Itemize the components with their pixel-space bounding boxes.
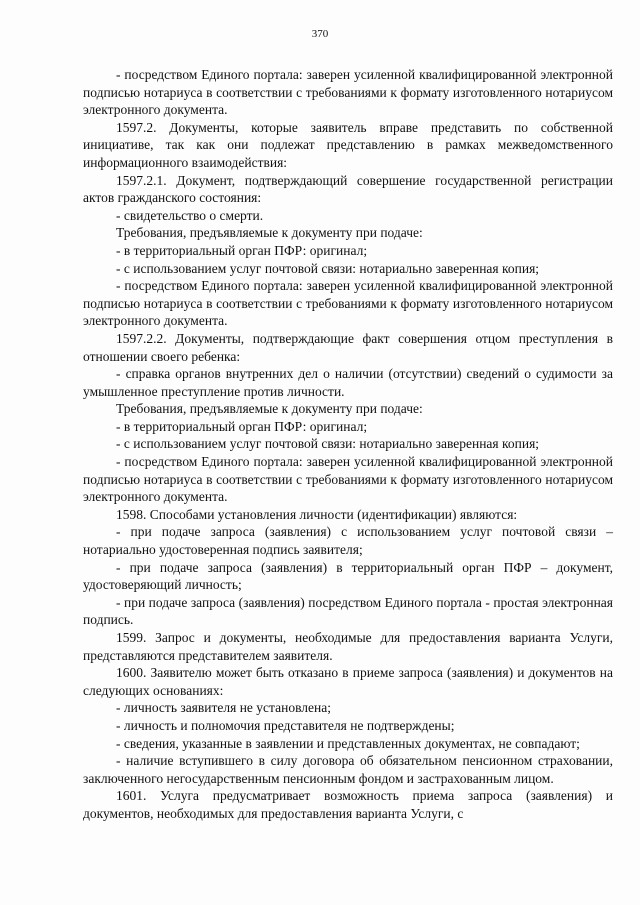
paragraph: - свидетельство о смерти.: [116, 207, 264, 223]
paragraph: - наличие вступившего в силу договора об обязательном пенсионном страховании, заключенного негосударственным пенсионным фондом и застрахованным лицом.: [83, 753, 613, 786]
paragraph: - посредством Единого портала: заверен усиленной квалифицированной электронной подписью нотариуса в соответствии с требованиями к формату изготовленного нотариусом электронного документа.: [83, 67, 613, 118]
paragraph: - при подаче запроса (заявления) посредством Единого портала - простая электронная подпись.: [83, 594, 613, 628]
document-body: [83, 66, 613, 823]
paragraph: - в территориальный орган ПФР: оригинал;: [116, 242, 368, 258]
paragraph: - в территориальный орган ПФР: оригинал;: [116, 418, 368, 434]
paragraph: 1600. Заявителю может быть отказано в приеме запроса (заявления) и документов на следующих основаниях:: [83, 665, 613, 698]
paragraph: - сведения, указанные в заявлении и представленных документах, не совпадают;: [116, 735, 580, 751]
paragraph: Требования, предъявляемые к документу при подаче:: [116, 401, 423, 417]
paragraph: Требования, предъявляемые к документу при подаче:: [116, 225, 423, 241]
paragraph: - посредством Единого портала: заверен усиленной квалифицированной электронной подписью нотариуса в соответствии с требованиями к формату изготовленного нотариусом электронного документа.: [83, 454, 613, 505]
paragraph: 1597.2.1. Документ, подтверждающий совершение государственной регистрации актов гражданского состояния:: [83, 172, 613, 206]
paragraph: 1599. Запрос и документы, необходимые для предоставления варианта Услуги, представляются представителем заявителя.: [83, 630, 613, 663]
page-number: 370: [311, 28, 329, 40]
paragraph: - личность и полномочия представителя не подтверждены;: [116, 717, 455, 733]
paragraph: - посредством Единого портала: заверен усиленной квалифицированной электронной подписью нотариуса в соответствии с требованиями к формату изготовленного нотариусом электронного документа.: [83, 278, 613, 329]
paragraph: - с использованием услуг почтовой связи: нотариально заверенная копия;: [116, 260, 540, 276]
paragraph: - при подаче запроса (заявления) в территориальный орган ПФР – документ, удостоверяющий личность;: [83, 559, 613, 593]
paragraph: 1601. Услуга предусматривает возможность приема запроса (заявления) и документов, необходимых для предоставления варианта Услуги, с: [83, 788, 613, 821]
paragraph: - с использованием услуг почтовой связи: нотариально заверенная копия;: [116, 436, 540, 452]
paragraph: 1597.2. Документы, которые заявитель вправе представить по собственной инициативе, так как они подлежат представлению в рамках межведомственного информационного взаимодействия:: [83, 119, 613, 170]
paragraph: - справка органов внутренних дел о наличии (отсутствии) сведений о судимости за умышленное преступление против личности.: [83, 366, 613, 399]
paragraph: 1597.2.2. Документы, подтверждающие факт совершения отцом преступления в отношении своего ребенка:: [83, 330, 613, 364]
paragraph: 1598. Способами установления личности (идентификации) являются:: [116, 506, 518, 522]
paragraph: - при подаче запроса (заявления) с использованием услуг почтовой связи – нотариально удостоверенная подпись заявителя;: [83, 524, 613, 558]
paragraph: - личность заявителя не установлена;: [116, 700, 331, 716]
